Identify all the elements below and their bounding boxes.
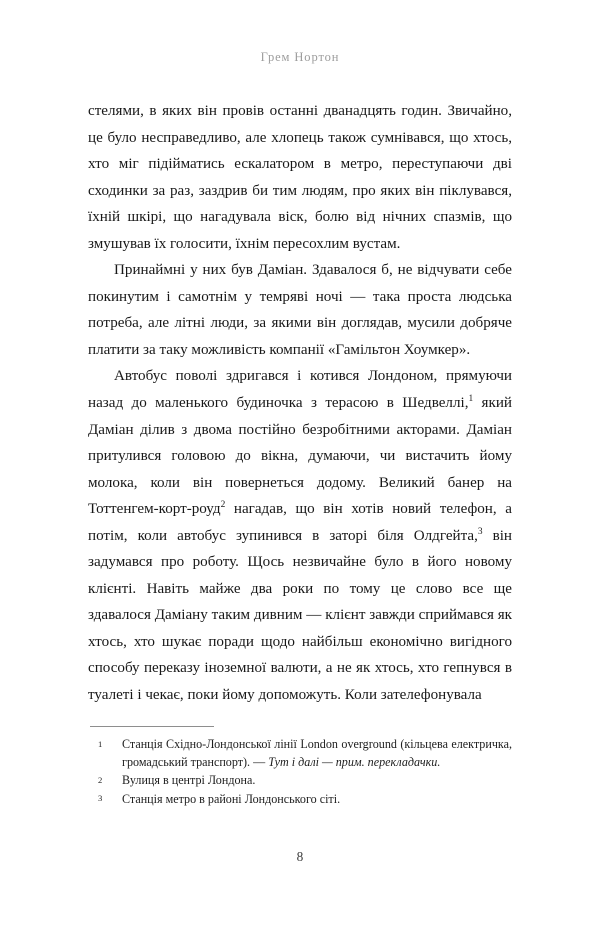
footnote-text: Вулиця в центрі Лондона. bbox=[122, 773, 256, 788]
body-paragraph: стелями, в яких він провів останні дванадцять годин. Звичайно, це було несправедливо, але хлопець також сумнівався, що хтось, хто міг підійматись ескалатором в метро, переступаючи дві сходинки за раз, заздрив би тим людям, про яких він піклувався, їхній шкірі, що нагадувала віск, болю від нічних спазмів, що змушував їх голосити, їхнім пересохлим вустам. bbox=[88, 103, 512, 252]
footnote-number: 3 bbox=[98, 793, 103, 804]
footnote-number: 1 bbox=[98, 738, 103, 749]
footnote-separator-rule bbox=[90, 726, 214, 727]
footnotes-section bbox=[88, 726, 512, 809]
footnote-text: Станція метро в районі Лондонського сіті. bbox=[122, 791, 341, 806]
footnote-reference[interactable]: 1 bbox=[468, 393, 474, 404]
running-head: Грем Нортон bbox=[260, 50, 340, 64]
body-text-block bbox=[88, 98, 512, 709]
footnote-list bbox=[88, 736, 512, 808]
footnote-text: Станція Східно-Лондонської лінії London overground (кільцева електричка, громадський транспорт). — Тут і далі — прим. перекладачки. bbox=[122, 737, 512, 769]
footnote-reference[interactable]: 2 bbox=[220, 500, 226, 511]
footnote-reference[interactable]: 3 bbox=[477, 526, 483, 537]
footnote-item bbox=[88, 772, 512, 790]
footnote-item bbox=[88, 791, 512, 809]
body-paragraph: Принаймні у них був Даміан. Здавалося б, не відчувати себе покинутим і самотнім у темряві ночі — така проста людська потреба, але літні люди, за якими він доглядав, мусили добряче платити за таку можливість компанії «Гамільтон Хоумкер». bbox=[88, 262, 512, 358]
italic-text: Тут і далі — прим. перекладачки. bbox=[268, 754, 441, 769]
footnote-number: 2 bbox=[98, 774, 103, 785]
body-paragraph: Автобус поволі здригався і котився Лондоном, прямуючи назад до маленького будиночка з терасою в Шедвеллі,$^1$ який Даміан ділив з двома постійно безробітними акторами. Даміан притулився головою до вікна, думаючи, чи вистачить йому молока, коли він повернеться додому. Великий банер на Тоттенгем-корт-роуд$^2$ нагадав, що він хотів новий телефон, а потім, коли автобус зупинився в заторі біля Олдгейта,$^3$ він задумався про роботу. Щось незвичайне було в його новому клієнті. Навіть майже два роки по тому це слово все ще здавалося Даміану таким дивним — клієнт завжди сприймався як хтось, хто шукає поради щодо найбільш економічно вигідного способу переказу іноземної валюти, а не як хтось, хто гепнувся в туалеті і чекає, поки йому допоможуть. Коли зателефонувала bbox=[88, 368, 513, 704]
page-number: 8 bbox=[296, 849, 304, 864]
footnote-item bbox=[88, 736, 512, 771]
